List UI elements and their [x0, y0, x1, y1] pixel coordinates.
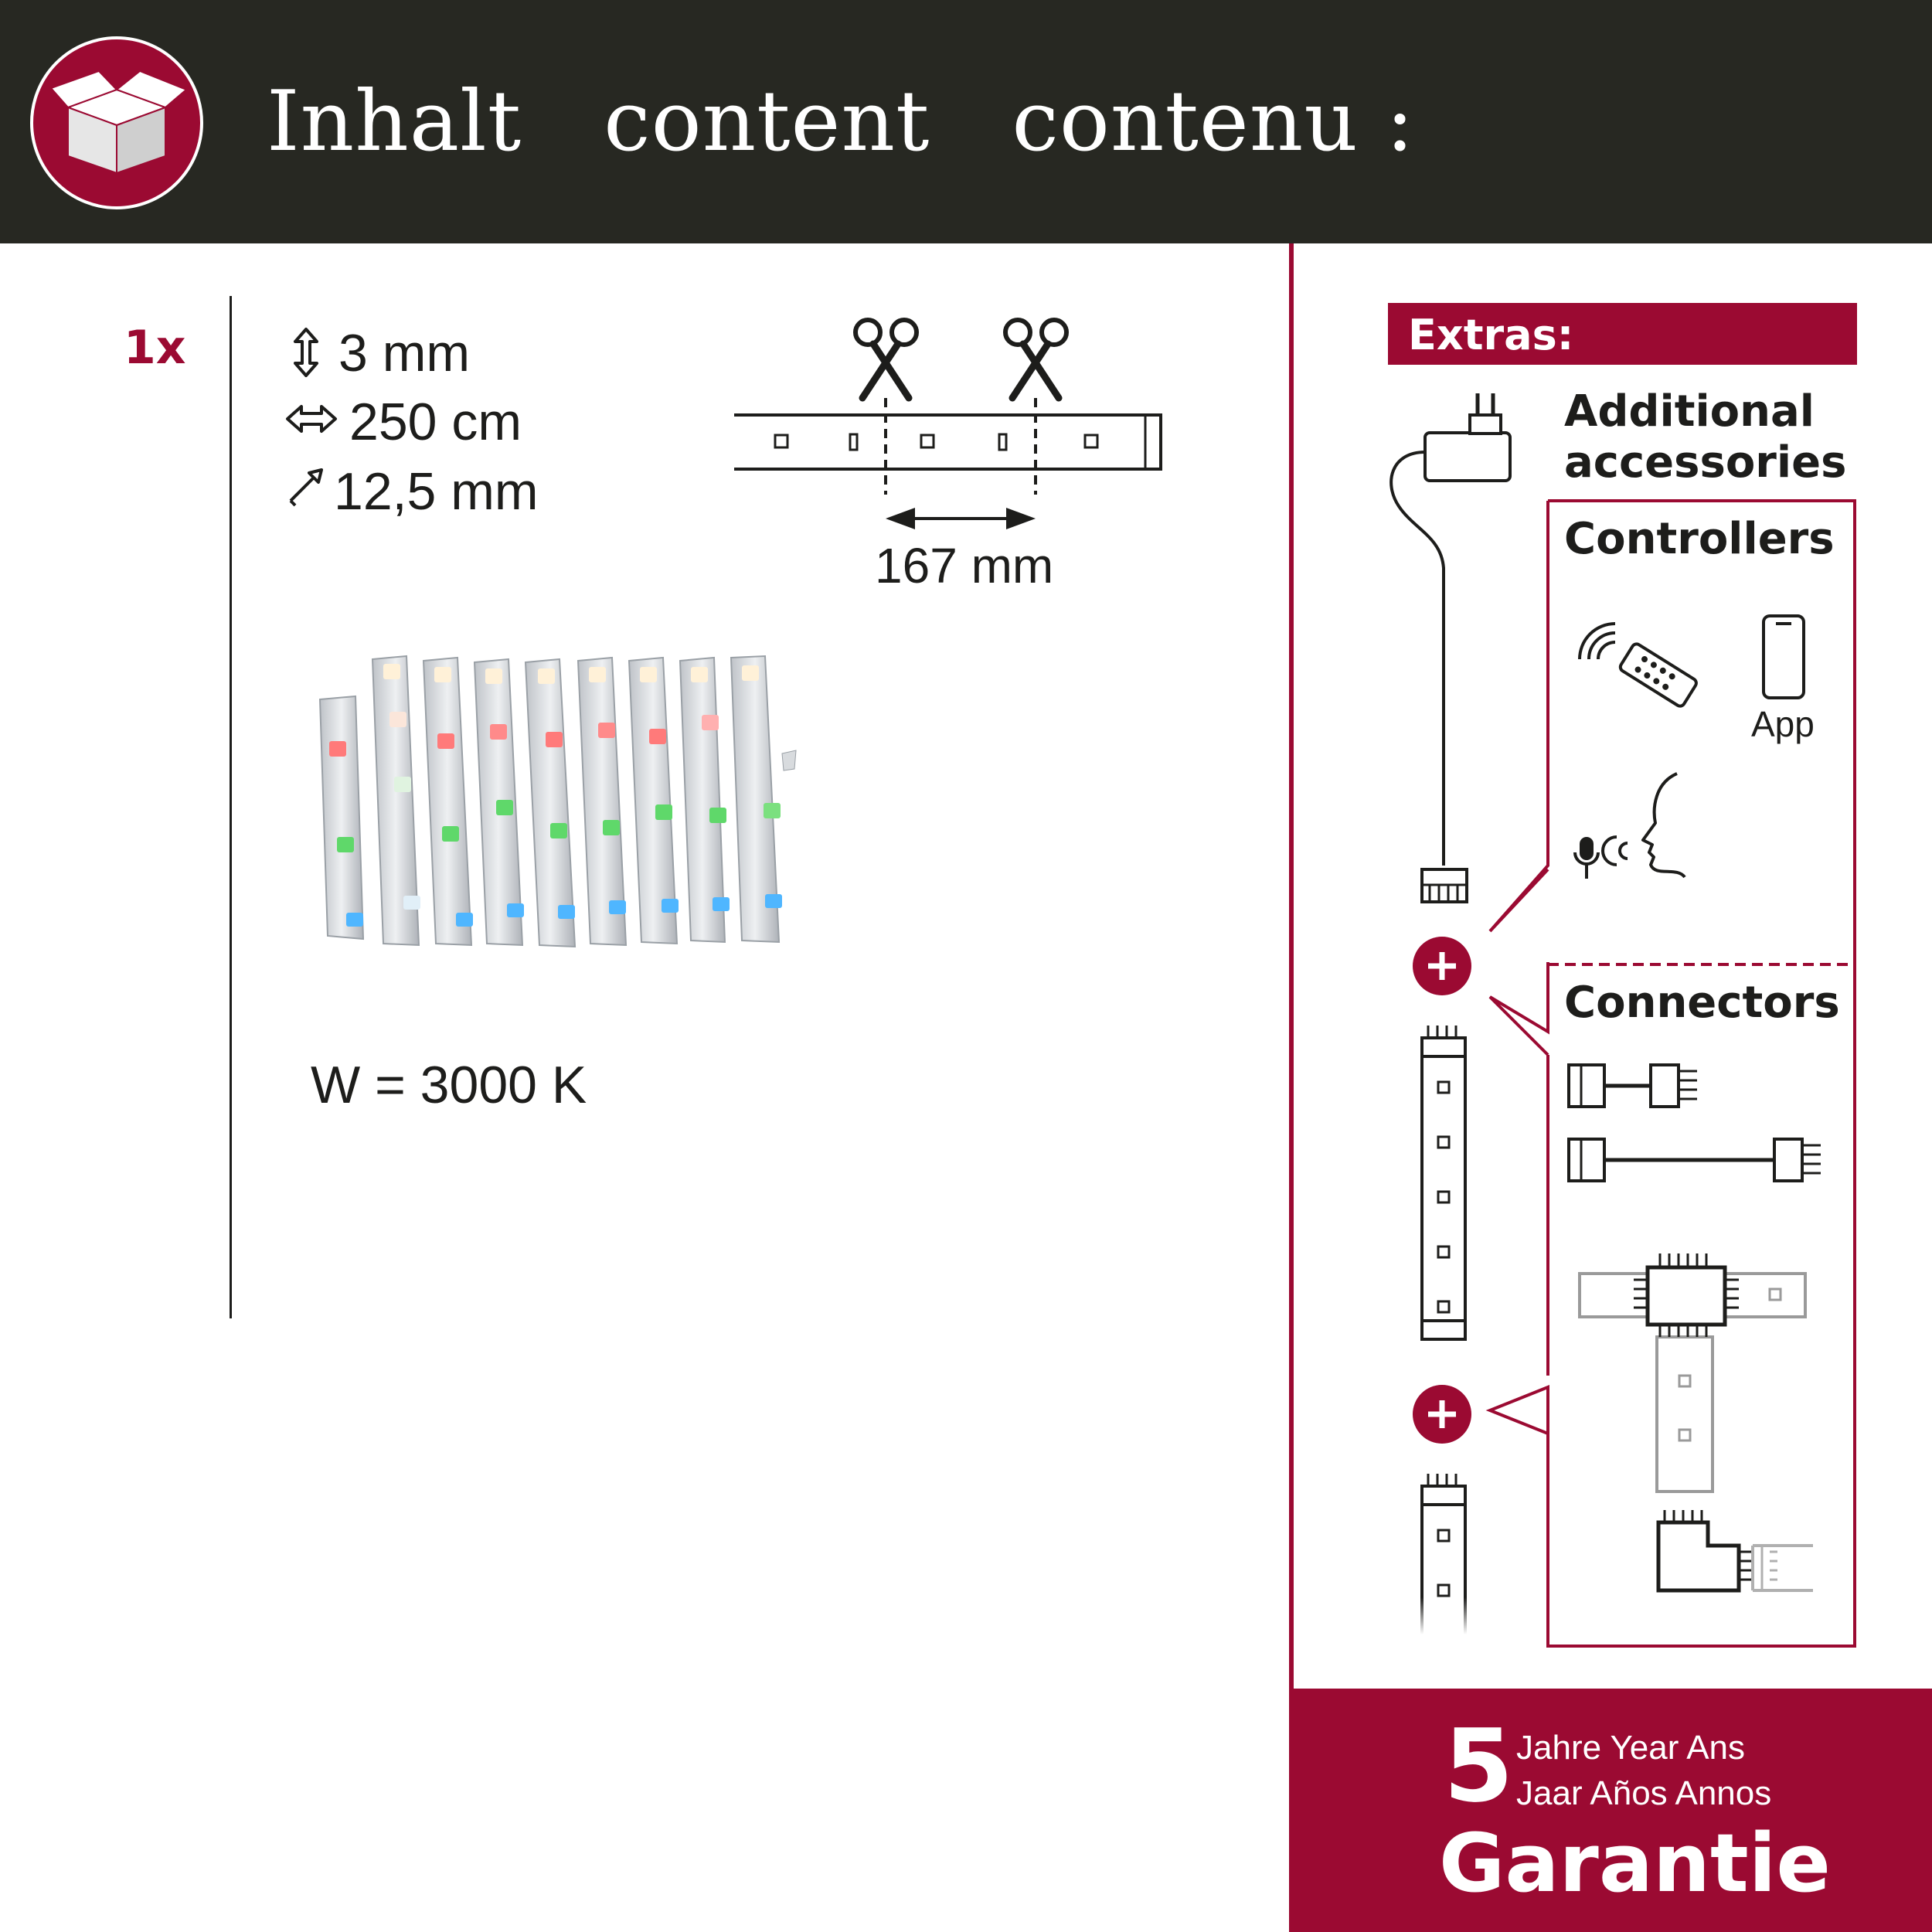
- connectors-heading: Connectors: [1564, 978, 1840, 1028]
- cut-distance-label: 167 mm: [875, 538, 1054, 594]
- led-strip-icon: [1414, 1024, 1473, 1352]
- page-title: Inhalt content contenu :: [267, 73, 1415, 170]
- warranty-title: Garantie: [1439, 1816, 1831, 1910]
- length-arrow-icon: [284, 402, 338, 436]
- scissors-icon: [855, 320, 917, 398]
- led-strip-icon: [1414, 1472, 1473, 1634]
- connector-icon: [1566, 1133, 1828, 1187]
- voice-control-icon: [1569, 769, 1708, 885]
- warranty-text: Jaar Años Annos: [1516, 1774, 1772, 1812]
- scissors-icon: [1005, 320, 1066, 398]
- extras-label: Extras:: [1408, 311, 1574, 359]
- remote-control-icon: [1569, 614, 1700, 715]
- height-arrow-icon: [284, 326, 328, 379]
- additional-accessories-title: accessories: [1564, 437, 1847, 488]
- divider: [230, 296, 232, 1318]
- controllers-heading: Controllers: [1564, 514, 1835, 564]
- cut-diagram: [726, 305, 1175, 537]
- box-icon: [28, 34, 206, 212]
- led-strip-icon: [734, 415, 1161, 469]
- width-arrow-icon: [284, 464, 328, 507]
- smartphone-icon: [1760, 613, 1807, 701]
- connector-icon: [1566, 1059, 1705, 1113]
- warranty-text: Jahre Year Ans: [1516, 1729, 1746, 1767]
- led-strip-image: [309, 645, 811, 954]
- spec-width: 12,5 mm: [334, 462, 539, 521]
- corner-connector-icon: [1654, 1507, 1816, 1600]
- color-temperature-label: W = 3000 K: [311, 1056, 587, 1114]
- plus-icon: [1413, 937, 1471, 995]
- plus-icon: [1413, 1385, 1471, 1444]
- quantity-label: 1x: [124, 321, 186, 375]
- warranty-years: 5: [1444, 1707, 1514, 1825]
- spec-length: 250 cm: [349, 393, 522, 451]
- app-label: App: [1751, 704, 1815, 744]
- spec-height: 3 mm: [338, 324, 470, 383]
- cross-connector-icon: [1577, 1236, 1816, 1492]
- divider: [1289, 243, 1294, 1689]
- additional-accessories-title: Additional: [1564, 386, 1815, 437]
